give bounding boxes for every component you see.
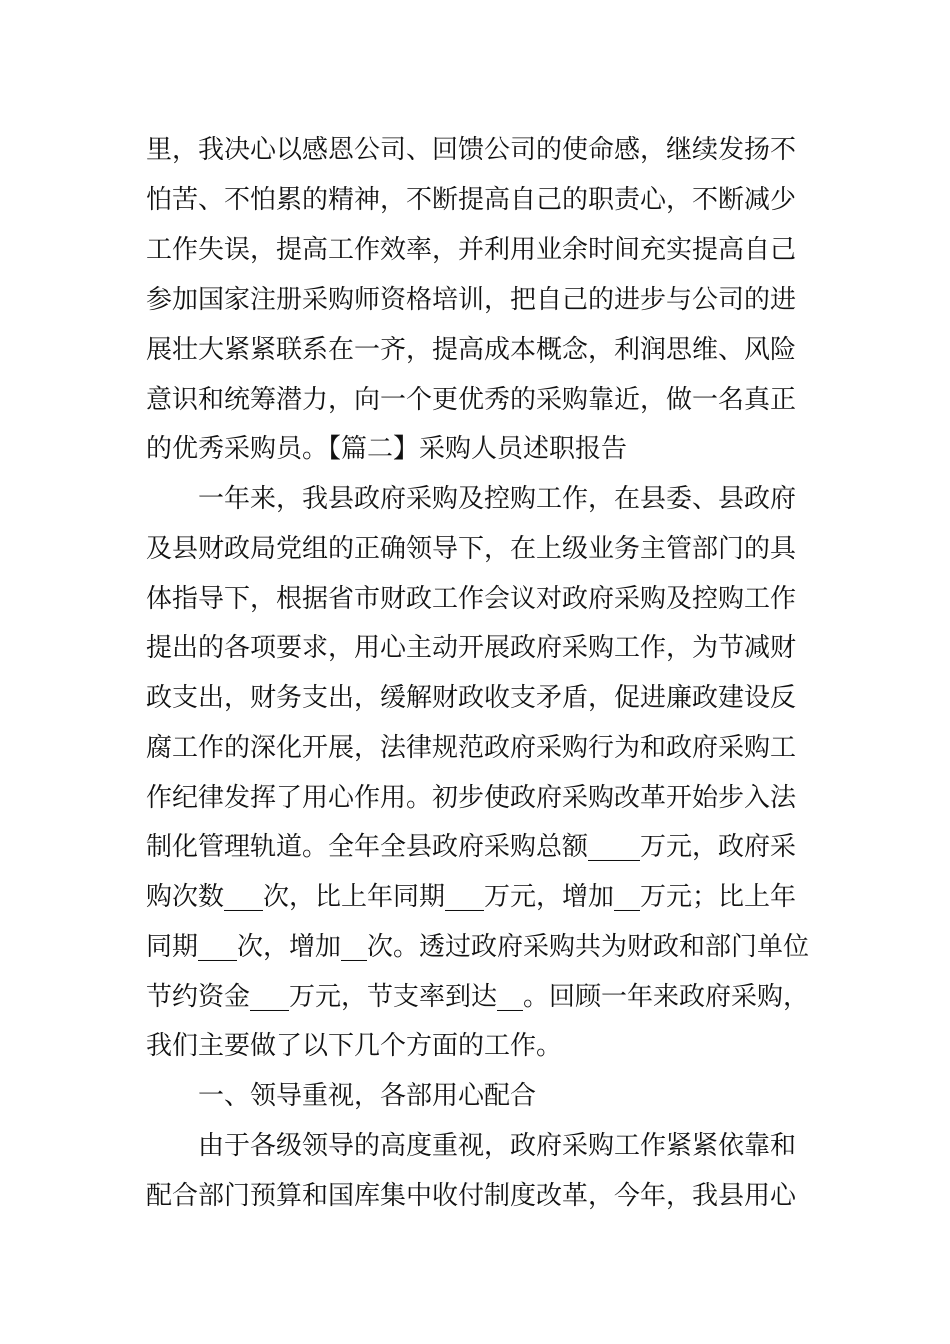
- text-line: 提出的各项要求，用心主动开展政府采购工作，为节减财: [146, 633, 797, 663]
- text-line: 制化管理轨道。全年全县政府采购总额____万元，政府采: [146, 832, 797, 862]
- text-line: 里，我决心以感恩公司、回馈公司的使命感，继续发扬不: [146, 135, 797, 165]
- text-line: 怕苦、不怕累的精神，不断提高自己的职责心，不断减少: [146, 185, 797, 215]
- text-line: 意识和统筹潜力，向一个更优秀的采购靠近，做一名真正: [146, 385, 797, 415]
- section-heading: 一、领导重视，各部用心配合: [198, 1081, 537, 1111]
- text-line: 同期___次，增加__次。透过政府采购共为财政和部门单位: [146, 932, 810, 962]
- text-line: 政支出，财务支出，缓解财政收支矛盾，促进廉政建设反: [146, 683, 797, 713]
- text-line: 我们主要做了以下几个方面的工作。: [146, 1031, 563, 1061]
- text-line: 及县财政局党组的正确领导下，在上级业务主管部门的具: [146, 534, 797, 564]
- text-line: 展壮大紧紧联系在一齐，提高成本概念，利润思维、风险: [146, 335, 797, 365]
- text-line: 作纪律发挥了用心作用。初步使政府采购改革开始步入法: [146, 783, 797, 813]
- text-line: 体指导下，根据省市财政工作会议对政府采购及控购工作: [146, 584, 797, 614]
- text-line: 配合部门预算和国库集中收付制度改革，今年，我县用心: [146, 1181, 797, 1211]
- text-line: 参加国家注册采购师资格培训，把自己的进步与公司的进: [146, 285, 797, 315]
- paragraph-start-line: 由于各级领导的高度重视，政府采购工作紧紧依靠和: [198, 1131, 797, 1161]
- text-line: 工作失误，提高工作效率，并利用业余时间充实提高自己: [146, 235, 797, 265]
- text-line: 节约资金___万元，节支率到达__。回顾一年来政府采购，: [146, 982, 810, 1012]
- text-line: 腐工作的深化开展，法律规范政府采购行为和政府采购工: [146, 733, 797, 763]
- paragraph-start-line: 一年来，我县政府采购及控购工作，在县委、县政府: [198, 484, 797, 514]
- text-line-section-heading: 的优秀采购员。【篇二】采购人员述职报告: [146, 434, 628, 464]
- text-line: 购次数___次，比上年同期___万元，增加__万元；比上年: [146, 882, 797, 912]
